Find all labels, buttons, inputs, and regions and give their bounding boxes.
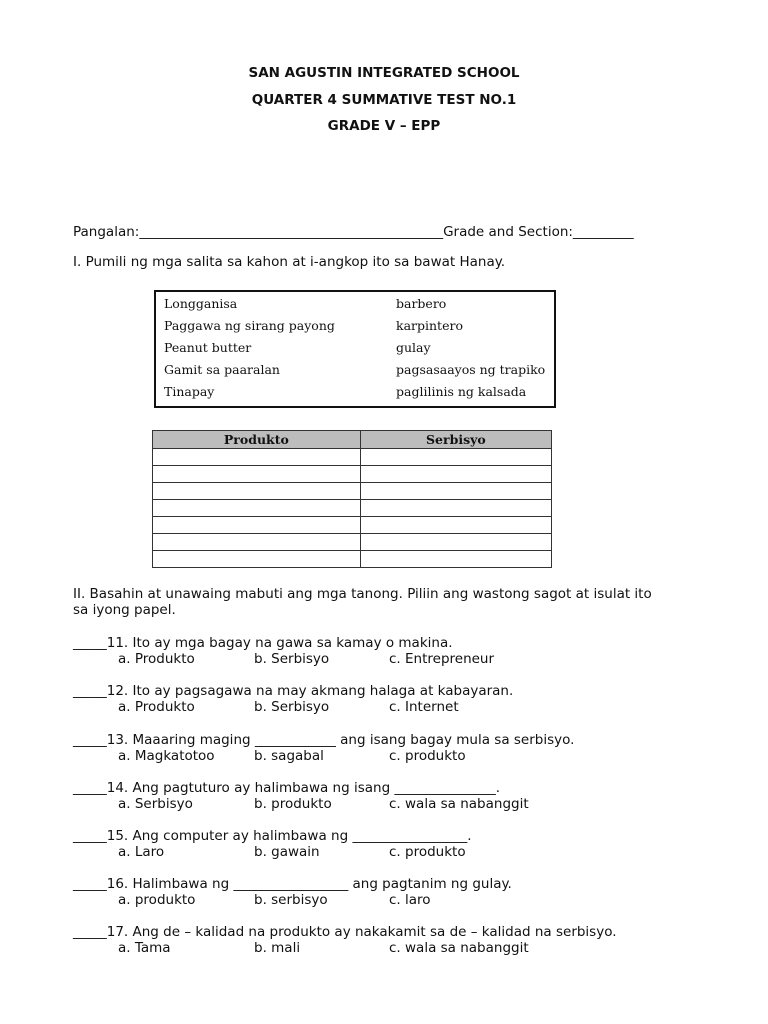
answer-cell[interactable] — [360, 517, 551, 534]
word-item: karpintero — [396, 318, 463, 333]
table-row — [153, 551, 552, 568]
option-a: a. produkto — [118, 892, 196, 908]
option-b: b. Serbisyo — [254, 651, 330, 667]
answer-cell[interactable] — [360, 449, 551, 466]
answer-cell[interactable] — [153, 466, 361, 483]
question-12: _____12. Ito ay pagsagawa na may akmang halaga at kabayaran. — [73, 683, 514, 699]
table-row — [153, 483, 552, 500]
table-row — [153, 449, 552, 466]
answer-cell[interactable] — [153, 500, 361, 517]
part2-instruction-cont: sa iyong papel. — [73, 602, 176, 618]
question-13: _____13. Maaaring maging ____________ ang isang bagay mula sa serbisyo. — [73, 732, 575, 748]
option-a: a. Serbisyo — [118, 796, 193, 812]
option-c: c. produkto — [389, 748, 466, 764]
column-header-serbisyo: Serbisyo — [360, 431, 551, 449]
option-b: b. mali — [254, 940, 301, 956]
part2-instruction: II. Basahin at unawaing mabuti ang mga tanong. Piliin ang wastong sagot at isulat ito — [73, 586, 652, 602]
question-14: _____14. Ang pagtuturo ay halimbawa ng isang _______________. — [73, 780, 500, 796]
name-and-section-line: Pangalan:_____________________________________________Grade and Section:_________ — [73, 224, 634, 240]
option-a: a. Magkatotoo — [118, 748, 215, 764]
option-c: c. Entrepreneur — [389, 651, 495, 667]
word-item: pagsasaayos ng trapiko — [396, 362, 546, 377]
word-item: barbero — [396, 296, 447, 311]
word-item: Peanut butter — [164, 340, 252, 355]
answer-cell[interactable] — [360, 466, 551, 483]
word-item: Paggawa ng sirang payong — [164, 318, 335, 333]
option-c: c. wala sa nabanggit — [389, 940, 529, 956]
grade-subject: GRADE V – EPP — [327, 118, 441, 134]
table-row — [153, 466, 552, 483]
answer-cell[interactable] — [153, 551, 361, 568]
option-c: c. Internet — [389, 699, 459, 715]
sorting-table — [152, 430, 552, 568]
option-b: b. sagabal — [254, 748, 324, 764]
word-item: Gamit sa paaralan — [164, 362, 280, 377]
answer-cell[interactable] — [153, 483, 361, 500]
answer-cell[interactable] — [153, 517, 361, 534]
answer-cell[interactable] — [360, 483, 551, 500]
answer-cell[interactable] — [360, 500, 551, 517]
answer-cell[interactable] — [360, 534, 551, 551]
option-c: c. produkto — [389, 844, 466, 860]
question-11: _____11. Ito ay mga bagay na gawa sa kamay o makina. — [73, 635, 453, 651]
table-row — [153, 534, 552, 551]
word-box — [154, 290, 556, 408]
word-item: paglilinis ng kalsada — [396, 384, 527, 399]
word-item: Longganisa — [164, 296, 238, 311]
option-a: a. Laro — [118, 844, 165, 860]
option-b: b. Serbisyo — [254, 699, 330, 715]
option-c: c. laro — [389, 892, 431, 908]
option-a: a. Produkto — [118, 651, 195, 667]
question-16: _____16. Halimbawa ng _________________ ang pagtanim ng gulay. — [73, 876, 512, 892]
question-15: _____15. Ang computer ay halimbawa ng _________________. — [73, 828, 472, 844]
option-a: a. Produkto — [118, 699, 195, 715]
answer-cell[interactable] — [153, 449, 361, 466]
answer-cell[interactable] — [360, 551, 551, 568]
table-row — [153, 500, 552, 517]
test-title: QUARTER 4 SUMMATIVE TEST NO.1 — [251, 92, 517, 108]
word-item: Tinapay — [164, 384, 215, 399]
part1-instruction: I. Pumili ng mga salita sa kahon at i-angkop ito sa bawat Hanay. — [73, 254, 506, 270]
word-item: gulay — [396, 340, 431, 355]
table-row — [153, 517, 552, 534]
option-c: c. wala sa nabanggit — [389, 796, 529, 812]
answer-cell[interactable] — [153, 534, 361, 551]
option-b: b. serbisyo — [254, 892, 328, 908]
question-17: _____17. Ang de – kalidad na produkto ay nakakamit sa de – kalidad na serbisyo. — [73, 924, 617, 940]
school-name: SAN AGUSTIN INTEGRATED SCHOOL — [248, 65, 520, 81]
option-a: a. Tama — [118, 940, 171, 956]
column-header-produkto: Produkto — [153, 431, 361, 449]
option-b: b. gawain — [254, 844, 320, 860]
option-b: b. produkto — [254, 796, 332, 812]
